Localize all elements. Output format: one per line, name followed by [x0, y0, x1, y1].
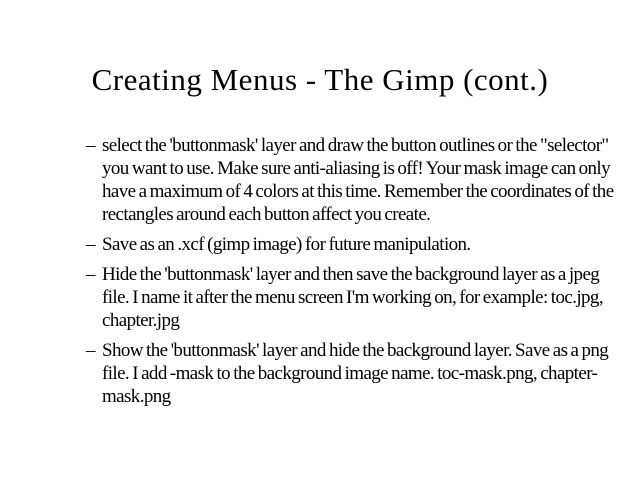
bullet-text: Show the 'buttonmask' layer and hide the background layer. Save as a png file. I add -mask to the background image name. toc-mask.png, chapter-mask.png [102, 340, 609, 407]
bullet-dash-icon: – [86, 340, 96, 361]
bullet-text: select the 'buttonmask' layer and draw the button outlines or the "selector" you want to use. Make sure anti-aliasing is off! Your mask image can only have a maximum of 4 colors at this time. Remember the coordinates of the rectangles around each button affect you create. [102, 135, 614, 225]
bullet-dash-icon: – [86, 234, 96, 255]
bullet-dash-icon: – [86, 264, 96, 285]
bullet-item-save-xcf [86, 233, 616, 256]
bullet-list [86, 134, 616, 415]
bullet-item-select-buttonmask [86, 134, 616, 226]
bullet-item-save-png-mask [86, 339, 616, 408]
bullet-item-save-jpeg [86, 263, 616, 332]
slide-title: Creating Menus - The Gimp (cont.) [91, 62, 549, 97]
bullet-text: Hide the 'buttonmask' layer and then save the background layer as a jpeg file. I name it after the menu screen I'm working on, for example: toc.jpg, chapter.jpg [102, 264, 603, 331]
bullet-text: Save as an .xcf (gimp image) for future manipulation. [102, 234, 471, 255]
bullet-dash-icon: – [86, 135, 96, 156]
